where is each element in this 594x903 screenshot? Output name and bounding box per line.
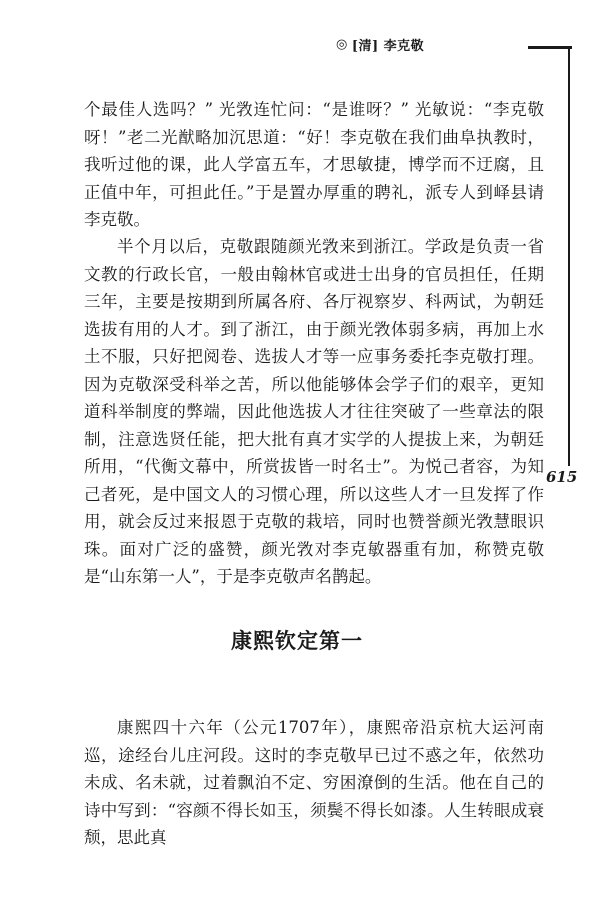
section-title: 康熙钦定第一 [231, 629, 363, 653]
page-number: 615 [546, 468, 578, 486]
header-title: [清] 李克敬 [351, 38, 425, 54]
paragraph-1: 个最佳人选吗？” 光敩连忙问：“是谁呀？” 光敏说：“李克敬呀！”老二光猷略加沉思道：“好！李克敬在我们曲阜执教时，我听过他的课，此人学富五车，才思敏捷，博学而不迂腐，且正值中年，可担此任。”于是置办厚重的聘礼，派专人到峄县请李克敬。 [84, 100, 544, 229]
header-rule [528, 46, 572, 49]
running-header [336, 36, 566, 52]
margin-rule [568, 46, 570, 466]
circle-mark-icon: ◎ [336, 36, 348, 52]
paragraph-2: 半个月以后，克敬跟随颜光敩来到浙江。学政是负责一省文教的行政长官，一般由翰林官或进士出身的官员担任，任期三年，主要是按期到所属各府、各厅视察岁、科两试，为朝廷选拔有用的人才。到了浙江，由于颜光敩体弱多病，再加上水土不服，只好把阅卷、选拔人才等一应事务委托李克敬打理。因为克敬深受科举之苦，所以他能够体会学子们的艰辛，更知道科举制度的弊端，因此他选拔人才往往突破了一些章法的限制，注意选贤任能，把大批有真才实学的人提拔上来，为朝廷所用，“代衡文幕中，所赏拔皆一时名士”。为悦己者容，为知己者死，是中国文人的习惯心理，所以这些人才一旦发挥了作用，就会反过来报恩于克敬的栽培，同时也赞誉颜光敩慧眼识珠。面对广泛的盛赞，颜光敩对李克敏器重有加，称赞克敬是“山东第一人”，于是李克敬声名鹊起。 [84, 237, 544, 586]
section-paragraph-1: 康熙四十六年（公元1707年），康熙帝沿京杭大运河南巡，途经台儿庄河段。这时的李克敬早已过不惑之年，依然功未成、名未就，过着飘泊不定、穷困潦倒的生活。他在自己的诗中写到：“容颜不得长如玉，须鬓不得长如漆。人生转眼成衰颓，思此真 [84, 718, 544, 847]
